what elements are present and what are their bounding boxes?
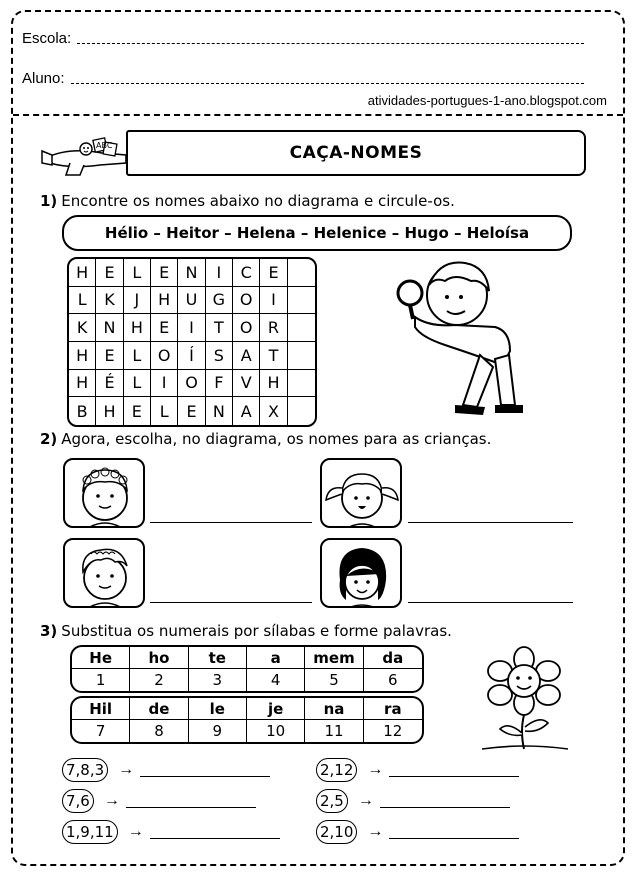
grid-cell[interactable]: K: [96, 287, 123, 315]
q3-number: 3): [40, 622, 58, 640]
exercise-answer-line[interactable]: [389, 838, 519, 839]
syllable-cell: je: [247, 698, 305, 720]
grid-cell[interactable]: E: [151, 314, 178, 342]
grid-cell[interactable]: I: [151, 370, 178, 398]
exercise-answer-line[interactable]: [140, 776, 270, 777]
arrow-icon: →: [103, 792, 120, 809]
syllable-cell: ho: [130, 647, 188, 669]
syllable-cell: He: [72, 647, 130, 669]
syllable-cell: mem: [305, 647, 363, 669]
syllable-cell: a: [247, 647, 305, 669]
grid-cell[interactable]: E: [96, 342, 123, 370]
grid-cell[interactable]: O: [151, 342, 178, 370]
syllable-number-cell: 5: [305, 669, 363, 691]
grid-cell[interactable]: G: [206, 287, 233, 315]
grid-cell[interactable]: I: [178, 314, 205, 342]
grid-cell[interactable]: O: [233, 287, 260, 315]
grid-cell[interactable]: Í: [178, 342, 205, 370]
exercise-code: 2,10: [316, 820, 357, 844]
grid-cell[interactable]: É: [96, 370, 123, 398]
syllable-number-cell: 9: [189, 720, 247, 742]
child-portrait-dark-hair-girl: [320, 538, 402, 608]
page-title: CAÇA-NOMES: [289, 143, 423, 163]
grid-cell[interactable]: L: [124, 370, 151, 398]
exercise-answer-line[interactable]: [150, 838, 280, 839]
grid-cell[interactable]: L: [124, 259, 151, 287]
header-separator: [13, 114, 623, 116]
q1-text: Encontre os nomes abaixo no diagrama e circule-os.: [61, 192, 455, 210]
q1-number: 1): [40, 192, 58, 210]
answer-line-4[interactable]: [408, 602, 573, 603]
grid-cell[interactable]: J: [124, 287, 151, 315]
names-box: Hélio – Heitor – Helena – Helenice – Hugo – Heloísa: [62, 215, 572, 251]
grid-cell[interactable]: E: [151, 259, 178, 287]
title-banner: [126, 130, 586, 176]
answer-line-2[interactable]: [408, 522, 573, 523]
blog-url: atividades-portugues-1-ano.blogspot.com: [367, 93, 607, 108]
grid-cell[interactable]: H: [69, 342, 96, 370]
grid-cell[interactable]: [288, 314, 315, 342]
grid-cell[interactable]: N: [178, 259, 205, 287]
exercise-item: [316, 758, 519, 782]
grid-cell[interactable]: L: [69, 287, 96, 315]
grid-cell[interactable]: A: [233, 342, 260, 370]
grid-cell[interactable]: C: [233, 259, 260, 287]
answer-line-1[interactable]: [150, 522, 312, 523]
q2-text: Agora, escolha, no diagrama, os nomes para as crianças.: [61, 430, 492, 448]
arrow-icon: →: [367, 823, 384, 840]
grid-cell[interactable]: T: [260, 342, 287, 370]
grid-cell[interactable]: [288, 287, 315, 315]
arrow-icon: →: [367, 761, 384, 778]
grid-cell[interactable]: O: [178, 370, 205, 398]
grid-cell[interactable]: H: [69, 259, 96, 287]
syllable-number-cell: 8: [130, 720, 188, 742]
syllable-cell: le: [189, 698, 247, 720]
syllable-cell: ra: [364, 698, 422, 720]
arrow-icon: →: [127, 823, 144, 840]
syllable-number-cell: 12: [383, 722, 403, 740]
grid-cell[interactable]: [288, 259, 315, 287]
exercise-item: [316, 789, 510, 813]
grid-cell[interactable]: H: [124, 314, 151, 342]
grid-cell[interactable]: H: [260, 370, 287, 398]
exercise-item: [62, 789, 256, 813]
grid-cell[interactable]: B: [69, 397, 96, 425]
child-portrait-pigtails-girl: [320, 458, 402, 528]
syllable-number-cell: 7: [72, 720, 130, 742]
flower-illustration: [478, 645, 570, 753]
grid-cell[interactable]: S: [206, 342, 233, 370]
child-portrait-curly-boy: [63, 538, 145, 608]
grid-cell[interactable]: [288, 342, 315, 370]
grid-cell[interactable]: V: [233, 370, 260, 398]
exercise-item: [62, 820, 280, 844]
syllable-number-cell: 2: [130, 669, 188, 691]
boy-with-magnifier-illustration: [385, 255, 535, 425]
grid-cell[interactable]: A: [233, 397, 260, 425]
word-search-grid[interactable]: [67, 257, 317, 427]
exercise-item: [316, 820, 519, 844]
plane-letters: ABC: [96, 141, 113, 150]
exercise-answer-line[interactable]: [126, 807, 256, 808]
syllable-number-cell: 11: [305, 720, 363, 742]
grid-cell[interactable]: E: [96, 259, 123, 287]
grid-cell[interactable]: T: [206, 314, 233, 342]
grid-cell[interactable]: H: [96, 397, 123, 425]
grid-cell[interactable]: N: [206, 397, 233, 425]
grid-cell[interactable]: F: [206, 370, 233, 398]
grid-cell[interactable]: I: [206, 259, 233, 287]
syllable-cell: da: [364, 647, 422, 669]
aluno-label: Aluno:: [22, 70, 65, 87]
syllable-cell: Hil: [72, 698, 130, 720]
grid-cell[interactable]: E: [260, 259, 287, 287]
escola-line[interactable]: [77, 43, 584, 44]
exercise-answer-line[interactable]: [380, 807, 510, 808]
exercise-code: 7,6: [62, 789, 94, 813]
grid-cell[interactable]: N: [96, 314, 123, 342]
grid-cell[interactable]: I: [260, 287, 287, 315]
exercise-code: 2,12: [316, 758, 357, 782]
syllable-table-1: [70, 645, 424, 693]
syllable-number-cell: 6: [388, 671, 398, 689]
aluno-line[interactable]: [71, 83, 584, 84]
q2-number: 2): [40, 430, 58, 448]
escola-label: Escola:: [22, 30, 72, 47]
exercise-code: 7,8,3: [62, 758, 108, 782]
arrow-icon: →: [118, 761, 135, 778]
syllable-cell: de: [130, 698, 188, 720]
escola-field[interactable]: [22, 30, 584, 47]
question-2: [40, 430, 491, 448]
grid-cell[interactable]: [288, 370, 315, 398]
question-3: [40, 622, 452, 640]
grid-cell[interactable]: E: [124, 397, 151, 425]
grid-cell[interactable]: O: [233, 314, 260, 342]
syllable-table-2: [70, 696, 424, 744]
grid-cell[interactable]: H: [69, 370, 96, 398]
grid-cell[interactable]: U: [178, 287, 205, 315]
answer-line-3[interactable]: [150, 602, 312, 603]
grid-cell[interactable]: E: [178, 397, 205, 425]
airplane-icon: [40, 133, 130, 179]
question-1: [40, 192, 455, 210]
exercise-item: [62, 758, 270, 782]
grid-cell[interactable]: [288, 397, 315, 425]
syllable-number-cell: 1: [72, 669, 130, 691]
exercise-code: 1,9,11: [62, 820, 118, 844]
grid-cell[interactable]: X: [260, 397, 287, 425]
grid-cell[interactable]: L: [151, 397, 178, 425]
arrow-icon: →: [357, 792, 374, 809]
syllable-cell: te: [189, 647, 247, 669]
child-portrait-curly-girl: [63, 458, 145, 528]
syllable-cell: na: [305, 698, 363, 720]
aluno-field[interactable]: [22, 70, 584, 87]
exercise-answer-line[interactable]: [389, 776, 519, 777]
exercise-code: 2,5: [316, 789, 348, 813]
grid-cell[interactable]: L: [124, 342, 151, 370]
grid-cell[interactable]: R: [260, 314, 287, 342]
syllable-number-cell: 10: [247, 720, 305, 742]
grid-cell[interactable]: K: [69, 314, 96, 342]
syllable-number-cell: 4: [247, 669, 305, 691]
syllable-number-cell: 3: [189, 669, 247, 691]
grid-cell[interactable]: H: [151, 287, 178, 315]
q3-text: Substitua os numerais por sílabas e forme palavras.: [61, 622, 452, 640]
